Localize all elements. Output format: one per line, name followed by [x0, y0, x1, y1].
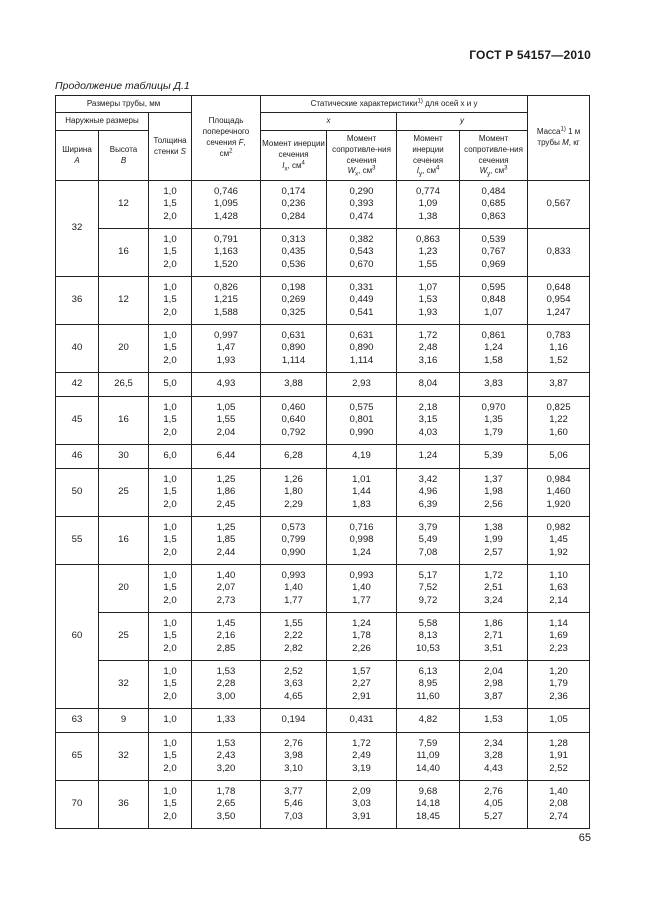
cell-resistance-x: 0,716 0,998 1,24 [327, 517, 397, 565]
cell-area: 0,997 1,47 1,93 [192, 325, 261, 373]
cell-width: 55 [56, 517, 99, 565]
header-inertia-x-sub: x [284, 166, 288, 173]
header-wall-label: Толщина стенки [153, 135, 187, 156]
cell-inertia-y: 3,79 5,49 7,08 [397, 517, 460, 565]
header-mass-tail: 1 м трубы [537, 127, 581, 147]
header-wall-symbol: S [180, 146, 186, 156]
cell-inertia-y: 1,24 [397, 445, 460, 469]
table-row [56, 733, 590, 781]
cell-resistance-x: 0,382 0,543 0,670 [327, 229, 397, 277]
header-mass-unit: кг [573, 138, 580, 147]
table-row [56, 517, 590, 565]
cell-height: 20 [99, 325, 149, 373]
cell-wall: 5,0 [149, 373, 192, 397]
header-inertia-y-unit: см [426, 166, 436, 176]
header-resistance-y-unit: см [494, 166, 505, 176]
header-wall [149, 113, 192, 181]
cell-area: 0,746 1,095 1,428 [192, 181, 261, 229]
axis-x-label: x [326, 116, 331, 126]
cell-area: 0,826 1,215 1,588 [192, 277, 261, 325]
cell-inertia-x: 0,573 0,799 0,990 [261, 517, 327, 565]
cell-inertia-x: 3,77 5,46 7,03 [261, 781, 327, 829]
cell-resistance-y: 0,595 0,848 1,07 [460, 277, 528, 325]
header-inertia-x-label: Момент инерции сечения [262, 139, 325, 160]
cell-width: 45 [56, 397, 99, 445]
cell-inertia-y: 7,59 11,09 14,40 [397, 733, 460, 781]
cell-resistance-x: 0,993 1,40 1,77 [327, 565, 397, 613]
cell-wall: 1,0 1,5 2,0 [149, 613, 192, 661]
cell-resistance-x: 0,331 0,449 0,541 [327, 277, 397, 325]
cell-area: 6,44 [192, 445, 261, 469]
table-row [56, 181, 590, 229]
cell-wall: 1,0 1,5 2,0 [149, 781, 192, 829]
header-mass: Масса$^{1)}$ 1 м трубы M, кг [528, 96, 590, 181]
cell-area: 0,791 1,163 1,520 [192, 229, 261, 277]
table-row [56, 565, 590, 613]
header-static [261, 96, 528, 113]
cell-inertia-y: 3,42 4,96 6,39 [397, 469, 460, 517]
cell-inertia-x: 1,26 1,80 2,29 [261, 469, 327, 517]
cell-inertia-x: 6,28 [261, 445, 327, 469]
cell-mass: 0,783 1,16 1,52 [528, 325, 590, 373]
footnote-ref-mass: 1) [560, 126, 566, 133]
cell-height: 9 [99, 709, 149, 733]
cell-resistance-x: 0,290 0,393 0,474 [327, 181, 397, 229]
cell-area: 1,53 2,28 3,00 [192, 661, 261, 709]
standard-number: ГОСТ Р 54157—2010 [469, 48, 591, 62]
cell-height: 25 [99, 613, 149, 661]
cell-resistance-y: 2,04 2,98 3,87 [460, 661, 528, 709]
header-area-label: Площадь поперечного сечения [202, 116, 250, 147]
header-inertia-x: Момент инерции сечения $I_x$, $см^4$ [261, 131, 327, 181]
cell-mass: 1,14 1,69 2,23 [528, 613, 590, 661]
cell-inertia-y: 0,774 1,09 1,38 [397, 181, 460, 229]
cell-mass: 5,06 [528, 445, 590, 469]
cell-mass: 0,984 1,460 1,920 [528, 469, 590, 517]
table-row [56, 781, 590, 829]
cell-resistance-x: 2,09 3,03 3,91 [327, 781, 397, 829]
cell-resistance-x: 2,93 [327, 373, 397, 397]
cell-height: 16 [99, 517, 149, 565]
axis-y-label: y [460, 116, 465, 126]
cell-inertia-y: 8,04 [397, 373, 460, 397]
cell-wall: 1,0 1,5 2,0 [149, 397, 192, 445]
cell-resistance-y: 0,484 0,685 0,863 [460, 181, 528, 229]
cell-resistance-y: 1,86 2,71 3,51 [460, 613, 528, 661]
cell-inertia-y: 2,18 3,15 4,03 [397, 397, 460, 445]
header-width [56, 131, 99, 181]
table-row [56, 373, 590, 397]
header-resistance-x-label: Момент сопротивле-ния сечения [332, 133, 391, 165]
header-resistance-y-exp: 3 [504, 165, 508, 172]
cell-mass: 0,982 1,45 1,92 [528, 517, 590, 565]
cell-inertia-x: 0,460 0,640 0,792 [261, 397, 327, 445]
cell-resistance-x: 1,24 1,78 2,26 [327, 613, 397, 661]
cell-mass: 1,05 [528, 709, 590, 733]
header-resistance-y-label: Момент сопротивле-ния сечения [464, 133, 523, 165]
cell-wall: 1,0 1,5 2,0 [149, 325, 192, 373]
header-static-label: Статические характеристики [310, 98, 418, 108]
cell-mass: 0,833 [528, 229, 590, 277]
pipe-properties-table [55, 95, 590, 829]
cell-width: 40 [56, 325, 99, 373]
header-height-symbol: B [120, 155, 127, 165]
cell-inertia-x: 0,631 0,890 1,114 [261, 325, 327, 373]
table-row [56, 709, 590, 733]
cell-inertia-x: 0,174 0,236 0,284 [261, 181, 327, 229]
header-static-tail: для осей x и y [425, 98, 478, 108]
table-row [56, 469, 590, 517]
cell-width: 46 [56, 445, 99, 469]
header-inertia-x-unit: см [291, 160, 302, 170]
cell-mass: 3,87 [528, 373, 590, 397]
header-mass-symbol: M [562, 138, 569, 147]
cell-width: 65 [56, 733, 99, 781]
header-outer-sizes: Наружные размеры [56, 113, 149, 131]
cell-width: 36 [56, 277, 99, 325]
table-body [56, 181, 590, 829]
cell-mass: 1,40 2,08 2,74 [528, 781, 590, 829]
table-row [56, 229, 590, 277]
cell-width: 32 [56, 181, 99, 277]
cell-height: 30 [99, 445, 149, 469]
cell-resistance-x: 0,575 0,801 0,990 [327, 397, 397, 445]
cell-inertia-x: 2,76 3,98 3,10 [261, 733, 327, 781]
cell-area: 1,45 2,16 2,85 [192, 613, 261, 661]
cell-area: 1,40 2,07 2,73 [192, 565, 261, 613]
header-inertia-y-symbol: I [416, 166, 419, 176]
header-axis-x [261, 113, 397, 131]
cell-resistance-y: 3,83 [460, 373, 528, 397]
cell-resistance-y: 0,539 0,767 0,969 [460, 229, 528, 277]
header-inertia-x-exp: 4 [301, 160, 305, 167]
cell-area: 1,78 2,65 3,50 [192, 781, 261, 829]
cell-resistance-y: 2,34 3,28 4,43 [460, 733, 528, 781]
header-inertia-y: Момент инерции сечения $I_y$, $см^4$ [397, 131, 460, 181]
cell-height: 12 [99, 181, 149, 229]
cell-height: 32 [99, 733, 149, 781]
table-row [56, 325, 590, 373]
cell-inertia-x: 0,198 0,269 0,325 [261, 277, 327, 325]
header-mass-label: Масса [536, 127, 561, 137]
header-inertia-y-exp: 4 [435, 165, 440, 172]
table-row [56, 277, 590, 325]
header-resistance-x-exp: 3 [372, 165, 376, 172]
cell-inertia-y: 1,07 1,53 1,93 [397, 277, 460, 325]
cell-height: 25 [99, 469, 149, 517]
cell-area: 1,25 1,85 2,44 [192, 517, 261, 565]
table-row [56, 445, 590, 469]
cell-inertia-y: 0,863 1,23 1,55 [397, 229, 460, 277]
cell-wall: 1,0 1,5 2,0 [149, 517, 192, 565]
cell-mass: 1,28 1,91 2,52 [528, 733, 590, 781]
cell-mass: 1,20 1,79 2,36 [528, 661, 590, 709]
cell-height: 26,5 [99, 373, 149, 397]
header-resistance-x-sub: x [355, 171, 359, 178]
header-area: Площадь поперечного сечения F, $см^2$ [192, 96, 261, 181]
header-area-unit: см [219, 148, 230, 158]
header-width-label: Ширина [62, 144, 92, 154]
table-caption: Продолжение таблицы Д.1 [55, 80, 190, 92]
header-axis-y [397, 113, 528, 131]
cell-width: 50 [56, 469, 99, 517]
header-resistance-x: Момент сопротивле-ния сечения $W_x$, $см^3$ [327, 131, 397, 181]
header-inertia-y-label: Момент инерции сечения [412, 133, 444, 165]
cell-resistance-x: 1,72 2,49 3,19 [327, 733, 397, 781]
cell-area: 1,33 [192, 709, 261, 733]
cell-inertia-x: 0,993 1,40 1,77 [261, 565, 327, 613]
footnote-ref-static: 1) [417, 97, 423, 104]
cell-width: 63 [56, 709, 99, 733]
cell-resistance-y: 2,76 4,05 5,27 [460, 781, 528, 829]
cell-resistance-x: 1,57 2,27 2,91 [327, 661, 397, 709]
cell-height: 36 [99, 781, 149, 829]
header-height [99, 131, 149, 181]
cell-resistance-y: 0,861 1,24 1,58 [460, 325, 528, 373]
header-resistance-y: Момент сопротивле-ния сечения $W_y$, $см^3$ [460, 131, 528, 181]
cell-inertia-y: 5,58 8,13 10,53 [397, 613, 460, 661]
cell-width: 60 [56, 565, 99, 709]
cell-wall: 1,0 1,5 2,0 [149, 733, 192, 781]
cell-inertia-y: 4,82 [397, 709, 460, 733]
cell-inertia-y: 1,72 2,48 3,16 [397, 325, 460, 373]
cell-resistance-y: 1,38 1,99 2,57 [460, 517, 528, 565]
table-row [56, 613, 590, 661]
cell-height: 16 [99, 397, 149, 445]
cell-inertia-x: 0,313 0,435 0,536 [261, 229, 327, 277]
cell-inertia-x: 1,55 2,22 2,82 [261, 613, 327, 661]
cell-mass: 0,825 1,22 1,60 [528, 397, 590, 445]
header-inertia-x-symbol: I [282, 160, 285, 170]
header-resistance-x-symbol: W [347, 166, 356, 176]
cell-wall: 1,0 1,5 2,0 [149, 661, 192, 709]
cell-wall: 1,0 1,5 2,0 [149, 181, 192, 229]
header-height-label: Высота [109, 144, 138, 154]
cell-wall: 1,0 [149, 709, 192, 733]
header-area-symbol: F [238, 138, 244, 147]
cell-resistance-y: 1,53 [460, 709, 528, 733]
cell-area: 4,93 [192, 373, 261, 397]
header-pipe-sizes: Размеры трубы, мм [56, 96, 192, 113]
cell-resistance-y: 0,970 1,35 1,79 [460, 397, 528, 445]
cell-area: 1,25 1,86 2,45 [192, 469, 261, 517]
cell-resistance-x: 0,631 0,890 1,114 [327, 325, 397, 373]
cell-width: 70 [56, 781, 99, 829]
cell-resistance-y: 1,72 2,51 3,24 [460, 565, 528, 613]
page-number: 65 [578, 832, 591, 844]
header-width-symbol: A [74, 155, 80, 165]
header-resistance-x-unit: см [362, 166, 373, 176]
cell-resistance-x: 0,431 [327, 709, 397, 733]
table-row [56, 397, 590, 445]
cell-resistance-y: 5,39 [460, 445, 528, 469]
cell-wall: 1,0 1,5 2,0 [149, 277, 192, 325]
cell-height: 16 [99, 229, 149, 277]
cell-inertia-y: 5,17 7,52 9,72 [397, 565, 460, 613]
cell-width: 42 [56, 373, 99, 397]
cell-resistance-x: 1,01 1,44 1,83 [327, 469, 397, 517]
cell-mass: 0,648 0,954 1,247 [528, 277, 590, 325]
table-row [56, 661, 590, 709]
cell-resistance-x: 4,19 [327, 445, 397, 469]
header-resistance-y-sub: y [487, 171, 491, 178]
cell-inertia-y: 9,68 14,18 18,45 [397, 781, 460, 829]
cell-area: 1,05 1,55 2,04 [192, 397, 261, 445]
cell-height: 20 [99, 565, 149, 613]
cell-area: 1,53 2,43 3,20 [192, 733, 261, 781]
cell-wall: 1,0 1,5 2,0 [149, 565, 192, 613]
cell-height: 12 [99, 277, 149, 325]
cell-resistance-y: 1,37 1,98 2,56 [460, 469, 528, 517]
cell-inertia-y: 6,13 8,95 11,60 [397, 661, 460, 709]
cell-wall: 6,0 [149, 445, 192, 469]
cell-height: 32 [99, 661, 149, 709]
cell-inertia-x: 3,88 [261, 373, 327, 397]
cell-inertia-x: 2,52 3,63 4,65 [261, 661, 327, 709]
header-area-exp: 2 [229, 148, 233, 155]
cell-inertia-x: 0,194 [261, 709, 327, 733]
cell-wall: 1,0 1,5 2,0 [149, 229, 192, 277]
cell-mass: 1,10 1,63 2,14 [528, 565, 590, 613]
cell-mass: 0,567 [528, 181, 590, 229]
header-inertia-y-sub: y [418, 171, 422, 178]
cell-wall: 1,0 1,5 2,0 [149, 469, 192, 517]
header-resistance-y-symbol: W [479, 166, 488, 176]
